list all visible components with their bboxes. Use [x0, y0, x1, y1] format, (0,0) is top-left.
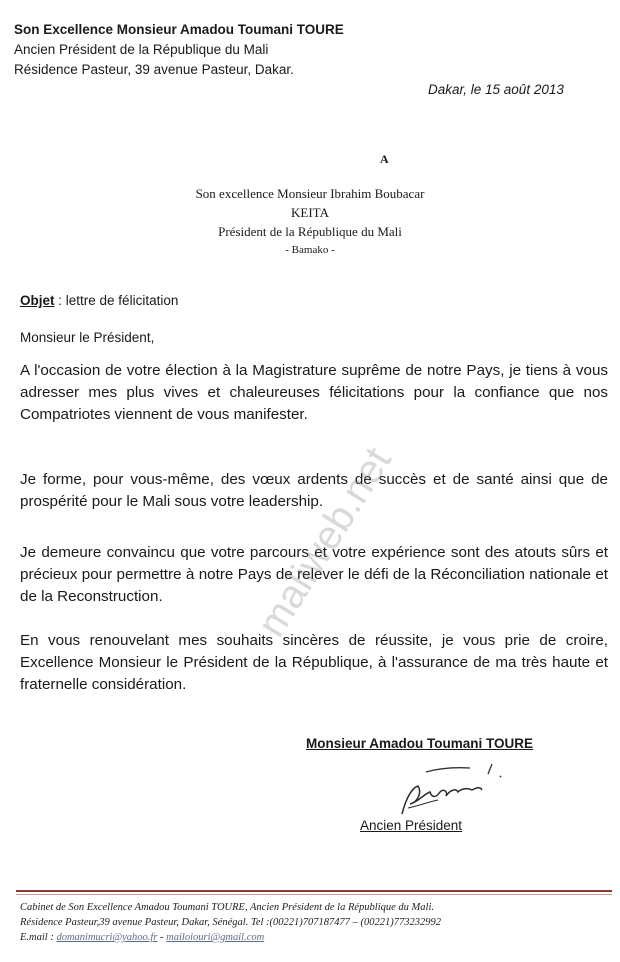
recipient-prefix: A	[380, 152, 389, 166]
salutation: Monsieur le Président,	[20, 330, 155, 345]
footer-block	[20, 900, 610, 945]
subject-text: lettre de félicitation	[65, 293, 179, 308]
footer-line-1: Cabinet de Son Excellence Amadou Toumani TOURE, Ancien Président de la République du Mali.	[20, 902, 435, 913]
footer-line-2: Résidence Pasteur,39 avenue Pasteur, Dakar, Sénégal. Tel :(00221)707187477 – (00221)773232992	[20, 917, 442, 928]
footer-email-2[interactable]: mailoiouri@gmail.com	[166, 932, 265, 943]
footer-email-label: E.mail :	[20, 932, 57, 943]
recipient-title: Président de la République du Mali	[218, 224, 402, 239]
paragraph-1: A l'occasion de votre élection à la Magistrature suprême de notre Pays, je tiens à vous adresser mes plus vives et chaleureuses félicitations pour la confiance que nos Compatriotes viennent de vous manifester.	[20, 362, 608, 423]
recipient-city: - Bamako -	[285, 244, 335, 256]
letter-date: Dakar, le 15 août 2013	[428, 82, 564, 97]
paragraph-2: Je forme, pour vous-même, des vœux ardents de succès et de santé ainsi que de prospérité pour le Mali sous votre leadership.	[20, 471, 608, 510]
footer-email-separator: -	[157, 932, 167, 943]
sender-address: Résidence Pasteur, 39 avenue Pasteur, Dakar.	[14, 62, 294, 77]
sender-name: Son Excellence Monsieur Amadou Toumani TOURE	[14, 22, 344, 37]
sender-block	[14, 20, 344, 80]
subject-line	[20, 293, 178, 308]
sender-title: Ancien Président de la République du Mali	[14, 42, 269, 57]
paragraph-3: Je demeure convaincu que votre parcours et votre expérience sont des atouts sûrs et précieux pour permettre à notre Pays de relever le défi de la Réconciliation nationale et de la Reconstruction.	[20, 544, 608, 605]
subject-separator: :	[54, 293, 66, 308]
signatory-title: Ancien Président	[360, 818, 463, 833]
footer-divider-thin	[16, 894, 612, 895]
footer-email-1[interactable]: domanimucri@yahoo.fr	[56, 932, 158, 943]
signatory-name: Monsieur Amadou Toumani TOURE	[306, 736, 534, 751]
watermark: maliweb.net	[249, 440, 400, 645]
paragraph-4: En vous renouvelant mes souhaits sincères de réussite, je vous prie de croire, Excellence Monsieur le Président de la République, à l'assurance de ma très haute et fraternelle considération.	[20, 632, 608, 693]
subject-label: Objet	[20, 293, 55, 308]
recipient-block	[180, 184, 440, 260]
footer-divider	[16, 890, 612, 892]
handwritten-signature	[388, 758, 518, 820]
footer-line-3	[20, 930, 610, 945]
recipient-name: Son excellence Monsieur Ibrahim Boubacar KEITA	[195, 186, 425, 220]
